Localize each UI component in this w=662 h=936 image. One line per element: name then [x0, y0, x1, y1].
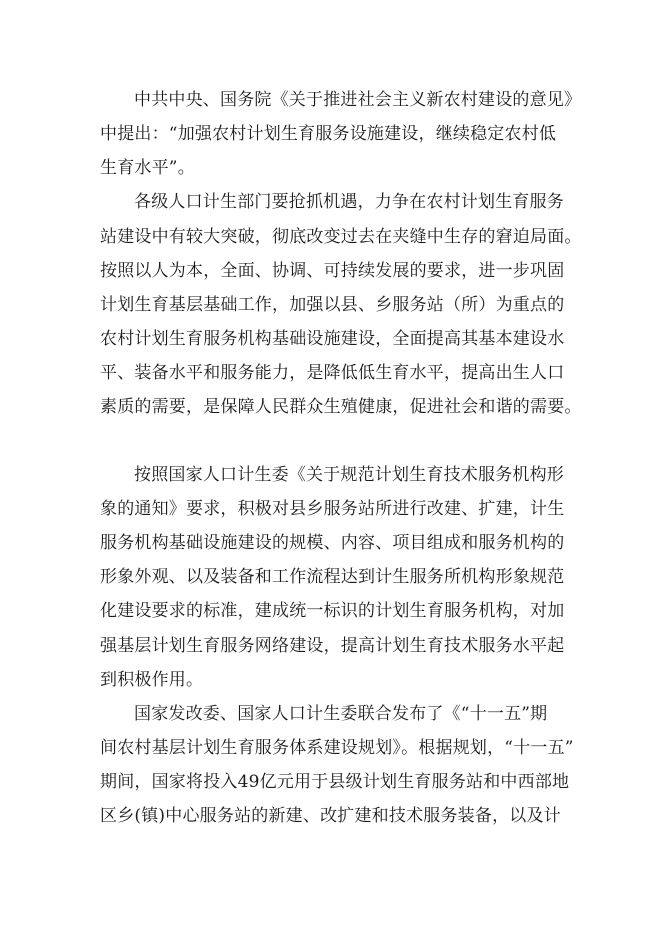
paragraph-line: 按照国家人口计生委《关于规范计划生育技术服务机构形 — [134, 465, 564, 485]
paragraph-line: 国家发改委、国家人口计生委联合发布了《“十一五”期 — [134, 704, 548, 724]
paragraph-line: 计划生育基层基础工作，加强以县、乡服务站（所）为重点的 — [100, 295, 565, 315]
paragraph-line: 间农村基层计划生育服务体系建设规划》。根据规划，“十一五” — [100, 738, 574, 758]
paragraph-line: 素质的需要，是保障人民群众生殖健康，促进社会和谐的需要。 — [100, 397, 582, 417]
paragraph-line: 化建设要求的标准，建成统一标识的计划生育服务机构，对加 — [100, 601, 565, 621]
paragraph-line: 按照以人为本，全面、协调、可持续发展的要求，进一步巩固 — [100, 261, 565, 281]
paragraph-line: 农村计划生育服务机构基础设施建设，全面提高其基本建设水 — [100, 329, 565, 349]
paragraph-line: 象的通知》要求，积极对县乡服务站所进行改建、扩建，计生 — [100, 499, 565, 519]
paragraph-line: 服务机构基础设施建设的规模、内容、项目组成和服务机构的 — [100, 533, 565, 553]
paragraph-line: 中共中央、国务院《关于推进社会主义新农村建设的意见》 — [134, 90, 582, 110]
paragraph-line: 区乡(镇)中心服务站的新建、改扩建和技术服务装备，以及计 — [100, 806, 561, 826]
paragraph-line: 期间，国家将投入49亿元用于县级计划生育服务站和中西部地 — [100, 772, 570, 792]
paragraph-line: 强基层计划生育服务网络建设，提高计划生育技术服务水平起 — [100, 636, 565, 656]
paragraph-line: 平、装备水平和服务能力，是降低低生育水平，提高出生人口 — [100, 363, 565, 383]
paragraph-line: 到积极作用。 — [100, 670, 204, 690]
paragraph-line: 中提出：“加强农村计划生育服务设施建设，继续稳定农村低 — [100, 124, 557, 144]
paragraph-line: 站建设中有较大突破，彻底改变过去在夹缝中生存的窘迫局面。 — [100, 227, 582, 247]
paragraph-line: 形象外观、以及装备和工作流程达到计生服务所机构形象规范 — [100, 567, 565, 587]
paragraph-line: 各级人口计生部门要抢抓机遇，力争在农村计划生育服务 — [134, 192, 564, 212]
paragraph-line: 生育水平”。 — [100, 158, 195, 178]
